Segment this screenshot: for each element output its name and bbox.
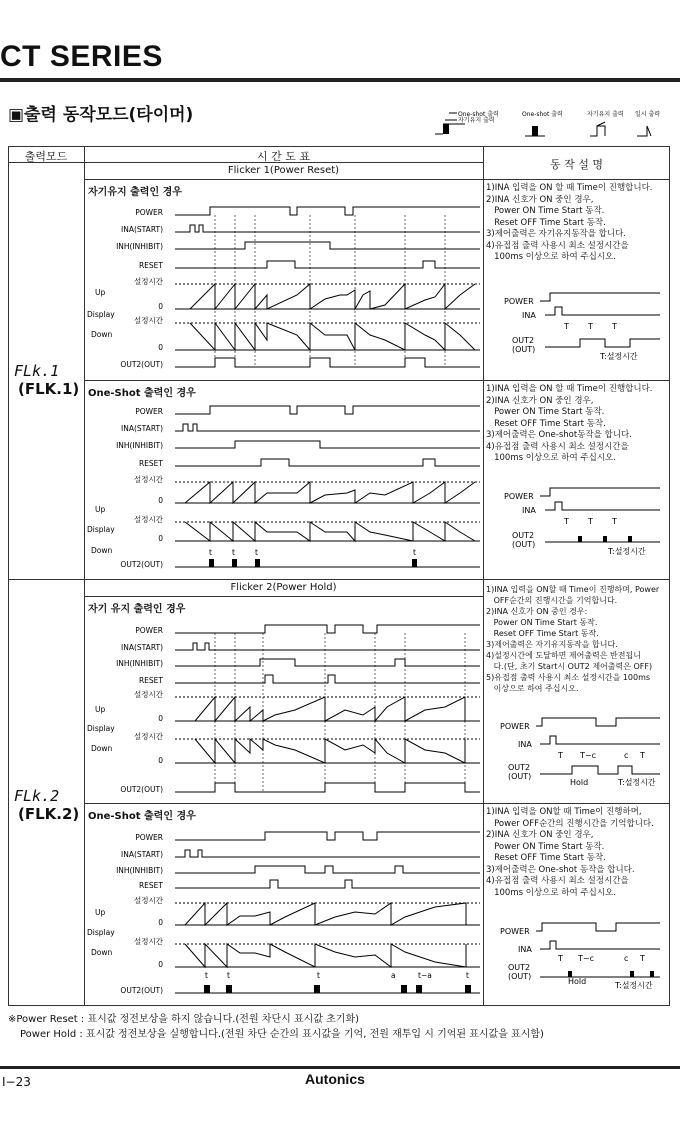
flk2-selfhold-timing-diagram xyxy=(85,615,483,801)
mini-out-label: (OUT) xyxy=(512,540,536,549)
label-inh: INH(INHIBIT) xyxy=(116,441,163,450)
col-header-mode: 출력모드 xyxy=(24,150,68,163)
flk2-selfhold-mini-diagram xyxy=(500,712,665,790)
label-up: Up xyxy=(95,908,106,917)
flk2-mode-name: (FLK.2) xyxy=(18,805,80,823)
flk2-segment-display: FLk.2 xyxy=(14,787,60,805)
flk1-segment-display: FLk.1 xyxy=(14,362,60,380)
top-rule xyxy=(0,78,680,82)
label-down: Down xyxy=(91,330,113,339)
legend-oneshot-label: One-shot 출력 xyxy=(458,111,499,118)
mini-ina-label: INA xyxy=(518,740,532,749)
label-setval: 설정시간 xyxy=(134,277,163,286)
mini-t1: T xyxy=(558,954,563,963)
mini-power-label: POWER xyxy=(504,297,534,306)
label-setval2: 설정시간 xyxy=(134,937,163,946)
label-setval: 설정시간 xyxy=(134,690,163,699)
label-inh: INH(INHIBIT) xyxy=(116,659,163,668)
mini-ina-label: INA xyxy=(518,945,532,954)
label-up: Up xyxy=(95,288,106,297)
flk1-oneshot-timing-diagram xyxy=(85,398,483,576)
label-zero2: 0 xyxy=(158,960,163,969)
mini-tc: T−c xyxy=(578,954,594,963)
label-zero: 0 xyxy=(158,496,163,505)
label-display: Display xyxy=(87,724,115,733)
label-out2: OUT2(OUT) xyxy=(120,986,163,995)
footnote-power-hold: Power Hold : 표시값 정전보상을 실행합니다.(전원 차단 순간의 표시값을 기억, 전원 재투입 시 기억된 표시값을 표시함) xyxy=(20,1029,544,1040)
label-t2: t xyxy=(232,548,235,557)
mini-t3: T xyxy=(612,322,617,331)
legend-oneshot2-label: One-shot 출력 xyxy=(522,111,563,118)
label-ina: INA(START) xyxy=(121,424,163,433)
mini-c: c xyxy=(624,954,629,963)
label-zero: 0 xyxy=(158,918,163,927)
mini-t1: T xyxy=(558,751,563,760)
flk2-desc1: 1)INA 입력을 ON할 때 Time이 진행하며, Power OFF순간의 진행시간을 기억합니다. 2)INA 신호가 ON 중인 경우: Power ON Time Start 동작. Reset OFF Time Start 동작. 3)제어출력은 자기유지동작을 합니다. 4)설정시간에 도달하면 제어출력은 반전됩니 다.(단, 초기 Start시 OUT2 제어출력은 OFF) 5)유접점 출력 사용시 최소 설정시간을 100ms 이상으로 하여 주십시오. xyxy=(486,585,660,693)
label-zero: 0 xyxy=(158,714,163,723)
label-setval2: 설정시간 xyxy=(134,515,163,524)
mini-tc: T−c xyxy=(580,751,596,760)
label-reset: RESET xyxy=(138,459,163,468)
mini-out2-label: OUT2 xyxy=(508,963,531,972)
mini-t2: T xyxy=(640,954,645,963)
mini-out2-label: OUT2 xyxy=(508,763,531,772)
flk2-case2-title: One-Shot 출력인 경우 xyxy=(88,811,196,822)
flk1-desc1: 1)INA 입력을 ON 할 때 Time이 진행합니다. 2)INA 신호가 ON 중인 경우, Power ON Time Start 동작. Reset OFF Time Start 동작. 3)제어출력은 자기유지동작을 합니다. 4)유접점 출력 사용시 최소 설정시간을 100ms 이상으로 하여 주십시오. xyxy=(486,183,653,262)
label-reset: RESET xyxy=(138,881,163,890)
flk1-case1-title: 자기유지 출력인 경우 xyxy=(88,187,182,198)
flk1-selfhold-mini-diagram xyxy=(500,285,665,360)
footer-rule xyxy=(0,1066,680,1069)
label-t2: t xyxy=(227,971,230,980)
label-display: Display xyxy=(87,928,115,937)
mini-t2: T xyxy=(588,322,593,331)
label-zero2: 0 xyxy=(158,534,163,543)
label-display: Display xyxy=(87,310,115,319)
label-reset: RESET xyxy=(138,676,163,685)
mini-t2: T xyxy=(640,751,645,760)
mini-c: c xyxy=(624,751,629,760)
label-power: POWER xyxy=(135,833,163,842)
label-ina: INA(START) xyxy=(121,225,163,234)
mini-caption: T:설정시간 xyxy=(600,352,638,360)
mini-caption: T:설정시간 xyxy=(615,981,653,990)
label-t1: t xyxy=(205,971,208,980)
flk2-case1-title: 자기 유지 출력인 경우 xyxy=(88,604,186,615)
label-ina: INA(START) xyxy=(121,643,163,652)
label-inh: INH(INHIBIT) xyxy=(116,866,163,875)
mini-caption: T:설정시간 xyxy=(608,547,646,555)
mini-power-label: POWER xyxy=(500,722,530,731)
label-zero2: 0 xyxy=(158,343,163,352)
section-title: ▣출력 동작모드(타이머) xyxy=(8,105,194,125)
label-out2: OUT2(OUT) xyxy=(120,560,163,569)
label-t1: t xyxy=(209,548,212,557)
label-power: POWER xyxy=(135,407,163,416)
label-down: Down xyxy=(91,744,113,753)
mini-caption: T:설정시간 xyxy=(618,778,656,787)
flk1-case2-title: One-Shot 출력인 경우 xyxy=(88,388,196,399)
label-t4: t xyxy=(413,548,416,557)
mini-t3: T xyxy=(612,517,617,526)
col-header-timing: 시 간 도 표 xyxy=(257,150,310,163)
col-header-desc: 동 작 설 명 xyxy=(550,158,603,171)
flk2-oneshot-mini-diagram xyxy=(500,915,665,993)
label-power: POWER xyxy=(135,626,163,635)
label-display: Display xyxy=(87,525,115,534)
mini-out2-label: OUT2 xyxy=(512,336,535,345)
label-ta: t−a xyxy=(418,971,432,980)
label-t3: t xyxy=(255,548,258,557)
label-setval: 설정시간 xyxy=(134,475,163,484)
label-ina: INA(START) xyxy=(121,850,163,859)
flk1-desc2: 1)INA 입력을 ON 할 때 Time이 진행합니다. 2)INA 신호가 ON 중인 경우, Power ON Time Start 동작. Reset OFF Time Start 동작. 3)제어출력은 One-shot동작을 합니다. 4)유접점 출력 사용시 최소 설정시간을 100ms 이상으로 하여 주십시오. xyxy=(486,384,653,463)
flk2-desc2: 1)INA 입력을 ON할 때 Time이 진행하며, Power OFF순간의 진행시간을 기억합니다. 2)INA 신호가 ON 중인 경우, Power ON Time Start 동작. Reset OFF Time Start 동작. 3)제어출력은 One-shot 동작을 합니다. 4)유접점 출력 사용시 최소 설정시간을 100ms 이상으로 하여 주십시오. xyxy=(486,807,654,898)
mini-ina-label: INA xyxy=(522,311,536,320)
mini-out-label: (OUT) xyxy=(508,772,532,781)
label-a: a xyxy=(391,971,396,980)
brand-logo: Autonics xyxy=(305,1071,365,1087)
label-zero: 0 xyxy=(158,302,163,311)
flk2-group-title: Flicker 2(Power Hold) xyxy=(230,582,337,593)
mini-hold: Hold xyxy=(570,778,589,787)
mini-t2: T xyxy=(588,517,593,526)
legend-selfhold-label: 자기유지 출력 xyxy=(458,117,495,124)
label-setval2: 설정시간 xyxy=(134,316,163,325)
label-t4: t xyxy=(466,971,469,980)
page-number: I−23 xyxy=(2,1075,31,1089)
mini-hold: Hold xyxy=(568,977,587,986)
label-out2: OUT2(OUT) xyxy=(120,360,163,369)
mini-out-label: (OUT) xyxy=(512,345,536,354)
flk1-oneshot-mini-diagram xyxy=(500,480,665,555)
mini-t1: T xyxy=(564,322,569,331)
label-up: Up xyxy=(95,705,106,714)
label-setval2: 설정시간 xyxy=(134,732,163,741)
label-out2: OUT2(OUT) xyxy=(120,785,163,794)
flk1-mode-name: (FLK.1) xyxy=(18,380,80,398)
label-down: Down xyxy=(91,546,113,555)
label-down: Down xyxy=(91,948,113,957)
mini-power-label: POWER xyxy=(504,492,534,501)
label-t3: t xyxy=(317,971,320,980)
mini-power-label: POWER xyxy=(500,927,530,936)
legend-momentary-label: 일시 출력 xyxy=(635,111,661,118)
label-setval: 설정시간 xyxy=(134,896,163,905)
mini-out2-label: OUT2 xyxy=(512,531,535,540)
series-title: CT SERIES xyxy=(0,40,163,73)
mini-out-label: (OUT) xyxy=(508,972,532,981)
flk1-selfhold-timing-diagram xyxy=(85,195,483,377)
mini-t1: T xyxy=(564,517,569,526)
flk2-oneshot-timing-diagram xyxy=(85,822,483,1002)
output-legend xyxy=(425,108,670,143)
label-zero2: 0 xyxy=(158,756,163,765)
label-power: POWER xyxy=(135,208,163,217)
label-up: Up xyxy=(95,505,106,514)
label-inh: INH(INHIBIT) xyxy=(116,242,163,251)
mini-ina-label: INA xyxy=(522,506,536,515)
flk1-group-title: Flicker 1(Power Reset) xyxy=(227,165,340,176)
legend-selfhold2-label: 자기유지 출력 xyxy=(587,111,624,118)
footnote-power-reset: ※Power Reset : 표시값 정전보상을 하지 않습니다.(전원 차단시 표시값 초기화) xyxy=(8,1014,360,1025)
label-reset: RESET xyxy=(138,261,163,270)
